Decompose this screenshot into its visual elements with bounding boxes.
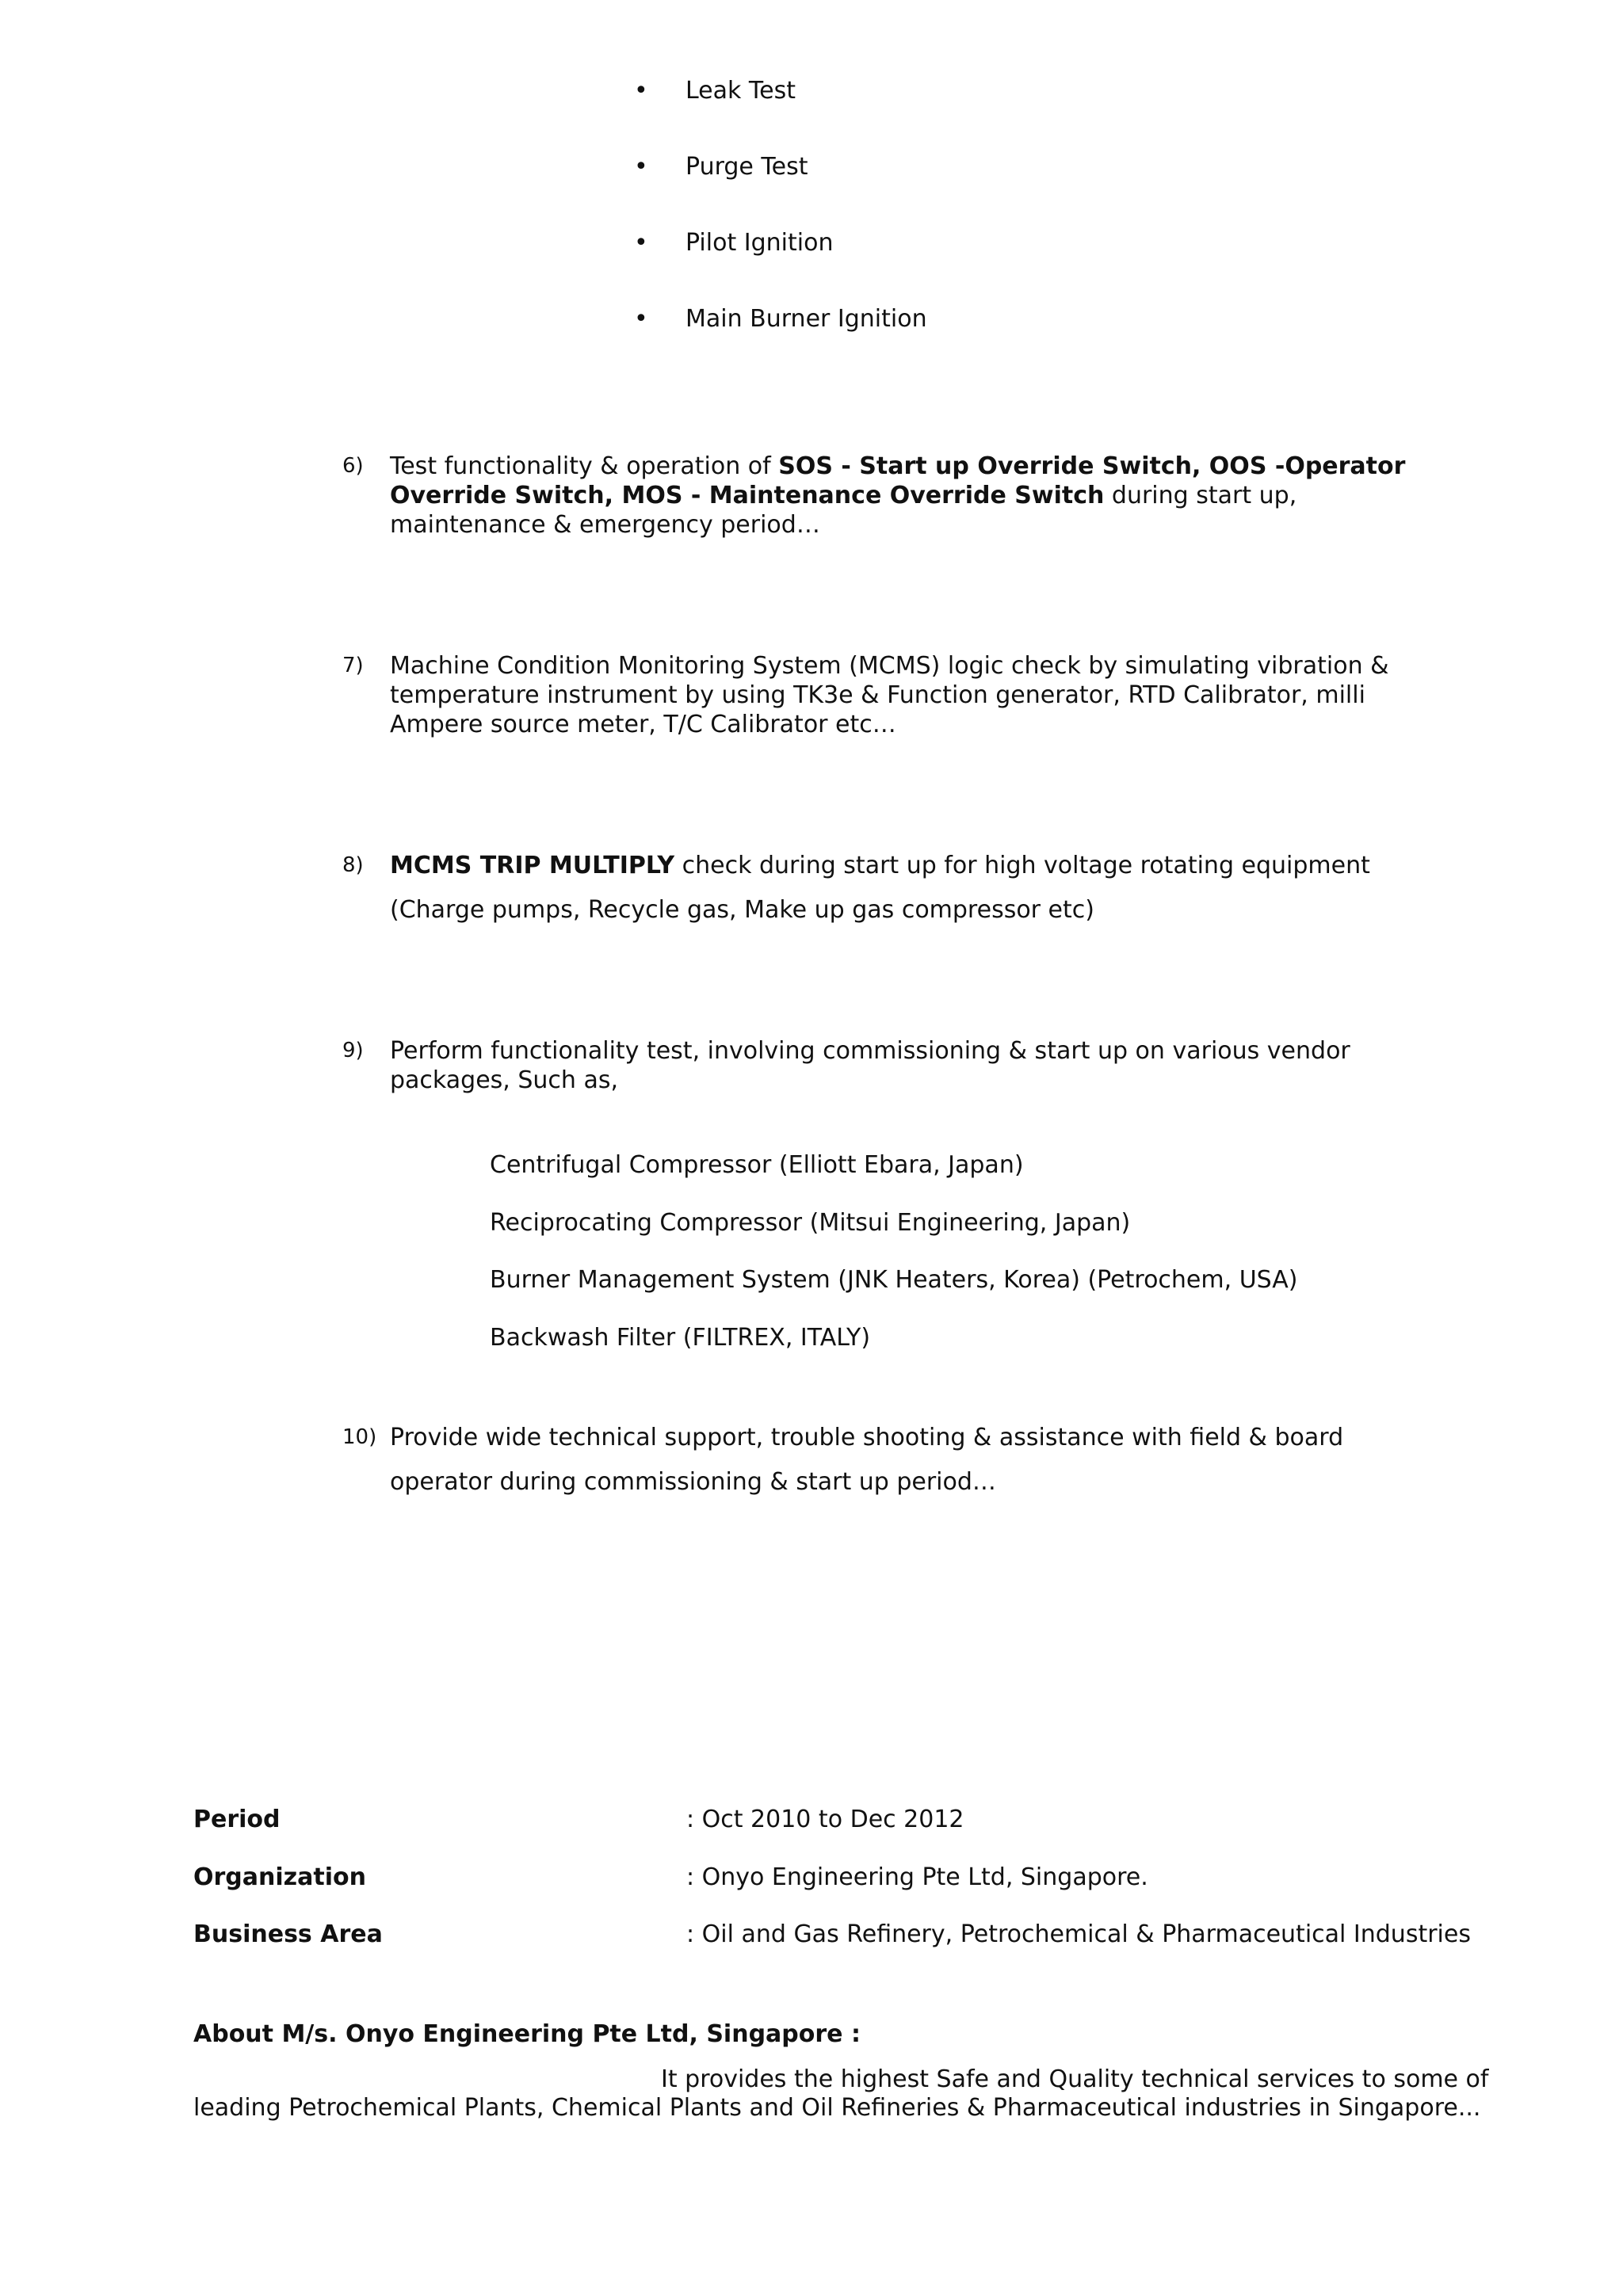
- organization-label: Organization: [193, 1863, 366, 1891]
- business-area-value: : Oil and Gas Refinery, Petrochemical & Pharmaceutical Industries: [686, 1920, 1471, 1948]
- item-number: 8): [342, 853, 364, 877]
- list-item: Backwash Filter (FILTREX, ITALY): [490, 1324, 871, 1352]
- item-number: 10): [342, 1425, 377, 1449]
- item-number: 6): [342, 454, 364, 478]
- item-text: [390, 452, 1436, 540]
- item-number: 7): [342, 654, 364, 677]
- bullet-text: Leak Test: [685, 77, 796, 105]
- bullet-text: Main Burner Ignition: [685, 305, 927, 333]
- test-bullet-list: [634, 76, 1426, 380]
- bullet-text: Purge Test: [685, 153, 808, 181]
- item-text: Perform functionality test, involving commissioning & start up on various vendor packages, Such as,: [390, 1037, 1350, 1094]
- item-text-bold: MCMS TRIP MULTIPLY: [390, 852, 675, 879]
- business-area-label: Business Area: [193, 1920, 383, 1948]
- bullet-icon: •: [634, 77, 648, 105]
- list-item: [634, 304, 1426, 380]
- period-value: : Oct 2010 to Dec 2012: [686, 1806, 964, 1833]
- list-item: [634, 76, 1426, 152]
- about-heading: About M/s. Onyo Engineering Pte Ltd, Singapore :: [193, 2020, 861, 2048]
- item-text-pre: Test functionality & operation of: [390, 452, 779, 480]
- item-text: Machine Condition Monitoring System (MCMS) logic check by simulating vibration & temperature instrument by using TK3e & Function generator, RTD Calibrator, milli Ampere source meter, T/C Calibrator etc…: [390, 652, 1389, 738]
- bullet-icon: •: [634, 305, 648, 333]
- list-item: Burner Management System (JNK Heaters, Korea) (Petrochem, USA): [490, 1266, 1298, 1294]
- list-item: Centrifugal Compressor (Elliott Ebara, Japan): [490, 1151, 1024, 1179]
- list-item: Reciprocating Compressor (Mitsui Engineering, Japan): [490, 1209, 1131, 1237]
- list-item: [634, 152, 1426, 228]
- item-text-bold: SOS - Start up Override Switch, OOS -Operator Override Switch, MOS - Maintenance Override Switch: [390, 452, 1406, 509]
- item-number: 9): [342, 1039, 364, 1062]
- bullet-icon: •: [634, 153, 648, 181]
- about-text-line-1: It provides the highest Safe and Quality technical services to some of: [661, 2065, 1489, 2093]
- item-text: Provide wide technical support, trouble shooting & assistance with field & board operator during commissioning & start up period…: [390, 1424, 1344, 1496]
- item-text-post: check during start up for high voltage rotating equipment (Charge pumps, Recycle gas, Make up gas compressor etc): [390, 852, 1370, 924]
- bullet-text: Pilot Ignition: [685, 229, 834, 257]
- item-text: [390, 844, 1436, 933]
- list-item: [634, 228, 1426, 304]
- about-text-line-2: leading Petrochemical Plants, Chemical Plants and Oil Refineries & Pharmaceutical industries in Singapore...: [193, 2094, 1481, 2122]
- bullet-icon: •: [634, 229, 648, 257]
- period-label: Period: [193, 1806, 281, 1833]
- organization-value: : Onyo Engineering Pte Ltd, Singapore.: [686, 1863, 1148, 1891]
- item-text-post: during start up, maintenance & emergency period…: [390, 482, 1297, 539]
